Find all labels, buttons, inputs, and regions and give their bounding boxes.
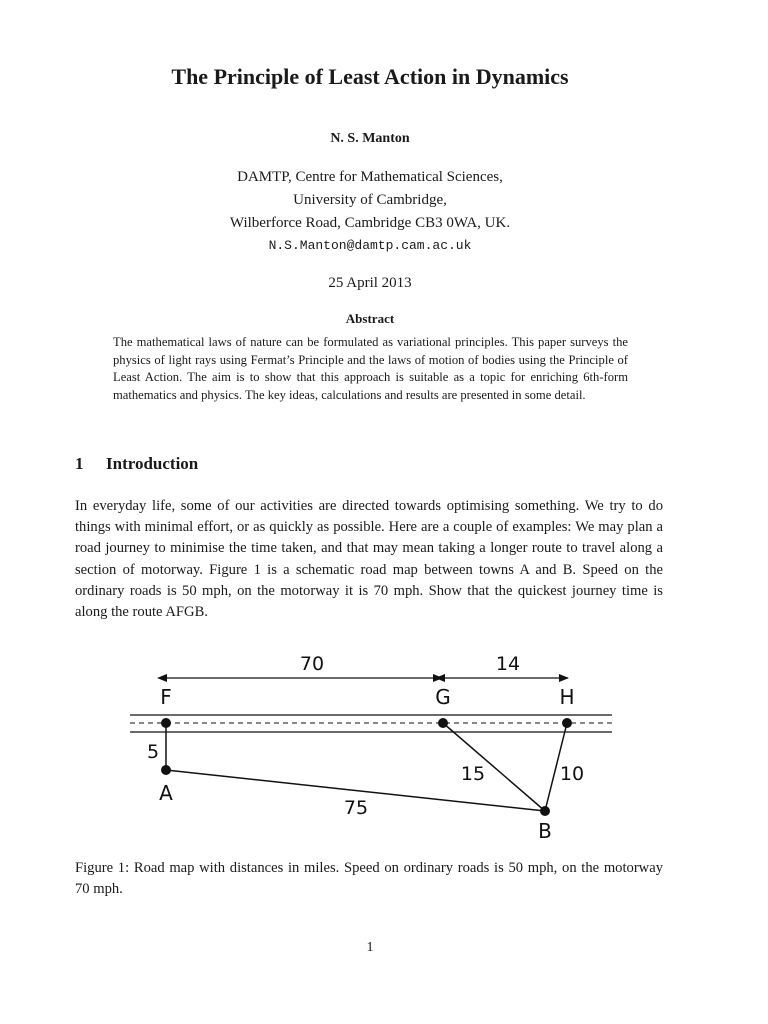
affiliation-line-2: University of Cambridge, (293, 192, 447, 208)
road-map-diagram (0, 640, 768, 860)
label-f: F (160, 685, 172, 709)
section-heading (75, 454, 198, 474)
affiliation-line-1: DAMTP, Centre for Mathematical Sciences, (237, 169, 503, 185)
section-number: 1 (75, 454, 84, 473)
label-h: H (559, 685, 575, 709)
figure-road-map (0, 640, 768, 860)
town-a-point (161, 765, 171, 775)
distance-gh: 14 (495, 653, 521, 675)
distance-gb: 15 (460, 763, 486, 785)
label-b: B (538, 819, 552, 843)
intro-paragraph: In everyday life, some of our activities are directed towards optimising something. We try to do things with minimal effort, or as quickly as possible. Here are a couple of examples: We may plan a road journey to minimise the time taken, and that may mean taking a longer route to travel along a section of motorway. Figure 1 is a schematic road map between towns A and B. Speed on the ordinary roads is 50 mph, on the motorway it is 70 mph. Show that the quickest journey time is along the route AFGB. (75, 498, 663, 621)
page-number: 1 (366, 940, 374, 955)
distance-hb: 10 (559, 763, 585, 785)
author-name: N. S. Manton (330, 131, 410, 146)
label-a: A (159, 781, 173, 805)
figure-caption: Figure 1: Road map with distances in miles. Speed on ordinary roads is 50 mph, on the motorway 70 mph. (75, 860, 663, 897)
abstract-heading: Abstract (345, 311, 395, 326)
distance-fa: 5 (146, 741, 160, 763)
town-b-point (540, 806, 550, 816)
paper-date: 25 April 2013 (328, 275, 412, 291)
affiliation-line-3: Wilberforce Road, Cambridge CB3 0WA, UK. (229, 215, 511, 231)
distance-ab: 75 (343, 797, 369, 819)
section-title: Introduction (106, 454, 199, 473)
distance-fg: 70 (299, 653, 325, 675)
abstract-text: The mathematical laws of nature can be formulated as variational principles. This paper surveys the physics of light rays using Fermat’s Principle and the laws of motion of bodies using the Principle of Least Action. The aim is to show that this approach is suitable as a topic for enriching 6th-form mathematics and physics. The key ideas, calculations and results are presented in some detail. (113, 335, 628, 402)
town-h-point (562, 718, 572, 728)
label-g: G (435, 685, 451, 709)
town-f-point (161, 718, 171, 728)
town-g-point (438, 718, 448, 728)
author-email: N.S.Manton@damtp.cam.ac.uk (268, 238, 472, 253)
road-gb (443, 723, 545, 811)
paper-title: The Principle of Least Action in Dynamics (171, 64, 569, 89)
